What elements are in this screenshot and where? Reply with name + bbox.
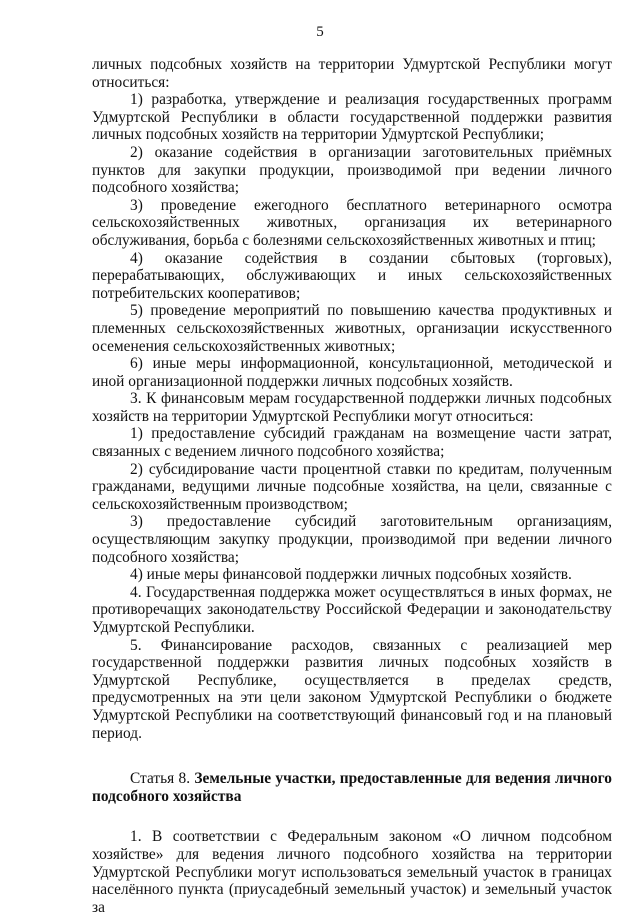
list-item-6: 6) иные меры информационной, консультационной, методической и иной организационной поддержки личных подсобных хозяйств. [92, 355, 612, 390]
article-8-paragraph-1: 1. В соответствии с Федеральным законом «О личном подсобном хозяйстве» для ведения личного подсобного хозяйства на территории Удмуртской Республики могут использоваться земельный участок в границах населённого пункта (приусадебный земельный участок) и земельный участок за [92, 828, 612, 916]
document-body [92, 56, 612, 916]
financial-item-3: 3) предоставление субсидий заготовительным организациям, осуществляющим закупку продукции, производимой при ведении личного подсобного хозяйства; [92, 513, 612, 566]
financial-item-4: 4) иные меры финансовой поддержки личных подсобных хозяйств. [130, 566, 572, 584]
section-4: 4. Государственная поддержка может осуществляться в иных формах, не противоречащих законодательству Российской Федерации и законодательству Удмуртской Республики. [92, 583, 612, 636]
spacer [92, 805, 612, 828]
list-item-2: 2) оказание содействия в организации заготовительных приёмных пунктов для закупки продукции, производимой при ведении личного подсобного хозяйства; [92, 143, 612, 197]
financial-item-2: 2) субсидирование части процентной ставки по кредитам, полученным гражданами, ведущими личные подсобные хозяйства, на цели, связанные с сельскохозяйственным производством; [92, 460, 612, 513]
paragraph-continuation: личных подсобных хозяйств на территории Удмуртской Республики могут относиться: [92, 56, 612, 91]
financial-item-1: 1) предоставление субсидий гражданам на возмещение части затрат, связанных с ведением личного подсобного хозяйства; [92, 425, 612, 461]
article-title: Земельные участки, предоставленные для ведения личного подсобного хозяйства [92, 770, 612, 805]
list-item-1: 1) разработка, утверждение и реализация государственных программ Удмуртской Республики в области государственной поддержки развития личных подсобных хозяйств на территории Удмуртской Республики; [92, 91, 612, 144]
list-item-4: 4) оказание содействия в создании сбытовых (торговых), перерабатывающих, обслуживающих и иных сельскохозяйственных потребительских кооперативов; [92, 249, 612, 302]
list-item-3: 3) проведение ежегодного бесплатного ветеринарного осмотра сельскохозяйственных животных, организация их ветеринарного обслуживания, борьба с болезнями сельскохозяйственных животных и птиц; [92, 196, 612, 249]
section-5: 5. Финансирование расходов, связанных с реализацией мер государственной поддержки развития личных подсобных хозяйств в Удмуртской Республике, осуществляется в пределах средств, предусмотренных на эти цели законом Удмуртской Республики о бюджете Удмуртской Республики на соответствующий финансовый год и на плановый период. [92, 636, 612, 742]
section-3-intro: 3. К финансовым мерам государственной поддержки личных подсобных хозяйств на территории Удмуртской Республики могут относиться: [92, 390, 612, 425]
list-item-5: 5) проведение мероприятий по повышению качества продуктивных и племенных сельскохозяйственных животных, организации искусственного осеменения сельскохозяйственных животных; [92, 302, 612, 355]
article-heading [92, 770, 612, 805]
article-label: Статья 8. [130, 770, 195, 788]
page-number: 5 [316, 24, 324, 40]
